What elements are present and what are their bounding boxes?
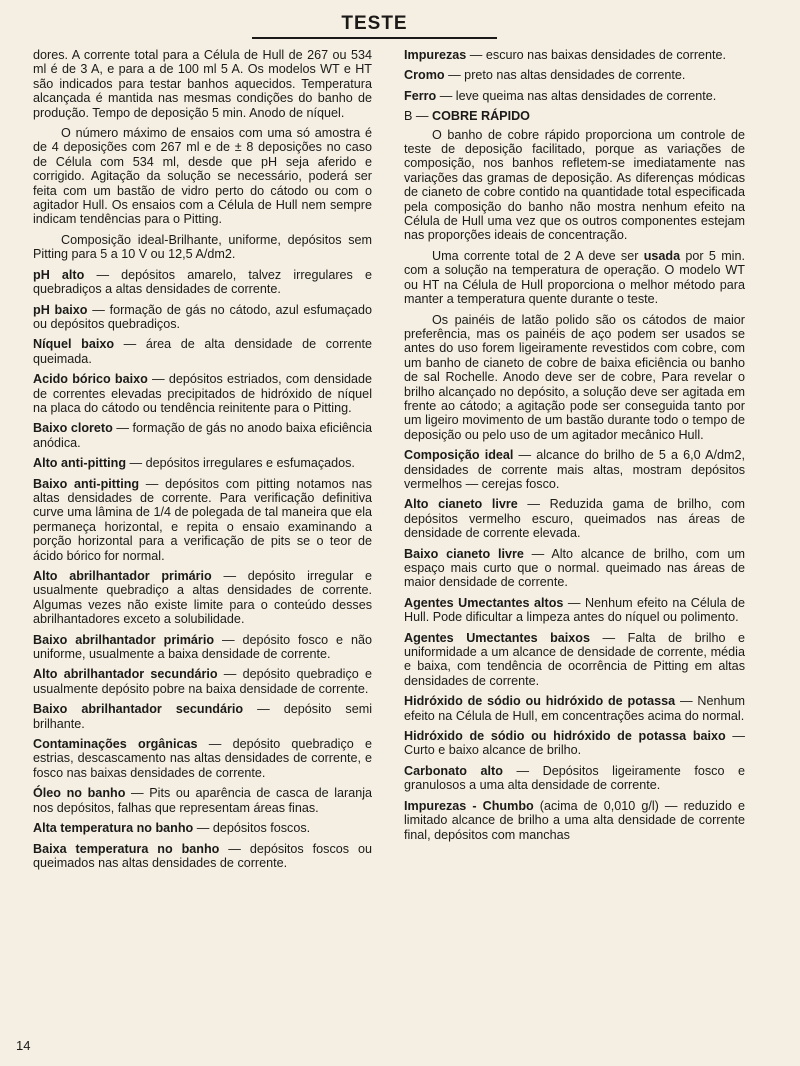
definition-entry bbox=[404, 596, 745, 625]
definition-text: — depósitos estriados, com densidade de correntes elevadas precipitados de hidróxido de níquel na placa do cátodo ou tendência reinitente para o Pitting. bbox=[33, 372, 373, 415]
definition-term: Alta temperatura no banho bbox=[33, 821, 194, 836]
definition-text: — escuro nas baixas densidades de corrente. bbox=[466, 48, 727, 62]
definition-entry bbox=[404, 764, 745, 793]
definition-text: — Alto alcance de brilho, com um espaço mais curto que o normal. queimado nas áreas de maior densidade de corrente. bbox=[404, 546, 745, 590]
paragraph: O número máximo de ensaios com uma só amostra é de 4 deposições com 267 ml e de ± 8 deposições no caso de Célula com 534 ml, desde que pH seja aferido e corrigido. Agitação da solução se necessário, poderá ser feita com um bastão de vidro perto do cátodo ou com o agitador Hull. Os ensaios com a Célula de Hull nem sempre indicam tendências para o Pitting. bbox=[33, 126, 372, 227]
definition-term: pH alto bbox=[33, 267, 85, 282]
definition-term: Cromo bbox=[404, 68, 445, 83]
definition-term: Agentes Umectantes altos bbox=[404, 595, 564, 610]
definition-text: (acima de 0,010 g/l) — reduzido e limitado alcance de brilho a uma alta densidade de corrente final, depósitos com manchas bbox=[404, 798, 745, 842]
definition-term: pH baixo bbox=[33, 302, 88, 317]
definition-text: — alcance do brilho de 5 a 6,0 A/dm2, densidades de corrente mais altas, mostram depósitos vermelhos — cerejas fosco. bbox=[404, 448, 746, 491]
definition-entry bbox=[33, 456, 372, 470]
section-title: COBRE RÁPIDO bbox=[432, 109, 530, 124]
definition-term: Baixo abrilhantador secundário bbox=[33, 702, 244, 717]
definition-term: Contaminações orgânicas bbox=[33, 737, 198, 752]
emphasis-term: usada bbox=[643, 248, 681, 263]
definition-text: — Pits ou aparência de casca de laranja nos depósitos, falhas que representam áreas finas. bbox=[33, 786, 373, 815]
definition-entry bbox=[33, 421, 372, 450]
definition-entry bbox=[404, 729, 745, 758]
definition-entry bbox=[404, 497, 745, 540]
definition-text: — formação de gás no anodo baixa eficiência anódica. bbox=[33, 421, 372, 450]
definition-entry bbox=[33, 633, 372, 662]
definition-entry bbox=[404, 694, 745, 723]
definition-entry bbox=[33, 737, 372, 780]
definition-term: Óleo no banho bbox=[33, 786, 126, 801]
definition-entry bbox=[33, 667, 372, 696]
header-rule bbox=[252, 37, 497, 39]
paragraph bbox=[404, 249, 745, 307]
definition-term: Níquel baixo bbox=[33, 337, 115, 352]
definition-text: — depósitos com pitting notamos nas altas densidades de corrente. Para verificação definitiva curve uma lâmina de 1/4 de polegada de tal maneira que ela permaneça horizontal, e repita o ensaio examinando a porção horizontal para a verificação de pits se o teor de ácido bórico for normal. bbox=[33, 476, 372, 563]
definition-entry bbox=[404, 89, 745, 103]
definition-term: Alto anti-pitting bbox=[33, 456, 127, 471]
definition-text: — Reduzida gama de brilho, com depósitos vermelho escuro, queimados nas áreas de densidade de corrente elevada. bbox=[404, 497, 745, 541]
definition-text: — preto nas altas densidades de corrente. bbox=[444, 68, 686, 83]
definition-text: — área de alta densidade de corrente queimada. bbox=[33, 337, 373, 366]
definition-text: — depósitos irregulares e esfumaçados. bbox=[126, 456, 355, 471]
section-heading bbox=[404, 109, 745, 123]
definition-term: Alto abrilhantador secundário bbox=[33, 667, 218, 682]
definition-entry bbox=[33, 372, 372, 415]
definition-term: Impurezas bbox=[404, 48, 467, 62]
definition-term: Ferro bbox=[404, 88, 437, 103]
paragraph: Composição ideal-Brilhante, uniforme, depósitos sem Pitting para 5 a 10 V ou 12,5 A/dm2. bbox=[33, 232, 372, 262]
page-title: TESTE bbox=[341, 13, 408, 34]
definition-text: — depósito irregular e usualmente quebradiço a altas densidades de corrente. Algumas vezes não existe limite para o conteúdo desses abrilhantadores exceto a solubilidade. bbox=[33, 569, 372, 627]
definition-term: Baixo anti-pitting bbox=[33, 476, 140, 491]
definition-text: — depósitos amarelo, talvez irregulares e quebradiços a altas densidades de corrente. bbox=[33, 267, 372, 297]
definition-term: Composição ideal bbox=[404, 448, 514, 463]
paragraph-text: Uma corrente total de 2 A deve ser bbox=[432, 248, 644, 263]
definition-term: Baixo cloreto bbox=[33, 421, 113, 436]
right-column bbox=[404, 48, 745, 848]
paragraph: dores. A corrente total para a Célula de Hull de 267 ou 534 ml é de 3 A, e para a de 100 ml 5 A. Os modelos WT e HT são indicados para testar banhos aquecidos. Temperatura alcançada é mantida nas mesmas condições do banho de produção. Tempo de deposição 5 min. Anodo de níquel. bbox=[33, 48, 372, 120]
definition-entry bbox=[33, 477, 372, 563]
definition-text: — Falta de brilho e uniformidade a um alcance de densidade de corrente, média e baixa, com tendência de ocorrência de Pitting em altas densidades de corrente. bbox=[404, 630, 745, 688]
definition-entry bbox=[404, 799, 745, 842]
definition-term: Hidróxido de sódio ou hidróxido de potassa baixo bbox=[404, 729, 726, 744]
definition-term: Baixa temperatura no banho bbox=[33, 841, 220, 856]
definition-entry bbox=[33, 702, 372, 731]
definition-entry bbox=[33, 268, 372, 297]
definition-term: Acido bórico baixo bbox=[33, 372, 148, 387]
definition-entry bbox=[404, 48, 745, 62]
definition-term: Baixo abrilhantador primário bbox=[33, 632, 215, 647]
paragraph: Os painéis de latão polido são os cátodos de maior preferência, mas os painéis de aço podem ser usados se antes do uso forem ligeiramente revestidos com cobre, com um banho de cianeto de cobre de baixa eficiência ou banho de sal Rochelle. Anodo deve ser de cobre, Para revelar o brilho alcançado no depósito, a solução deve ser agitada em frente ao cátodo; a agitação pode ser conseguida tanto por um ligeiro movimento de um bastão durante todo o tempo de deposição ou pelo uso de um agitador mecânico Hull. bbox=[404, 312, 745, 442]
definition-text: — Nenhum efeito na Célula de Hull. Pode dificultar a limpeza antes do níquel ou polimento. bbox=[404, 595, 745, 625]
definition-text: — depósito fosco e não uniforme, usualmente a baixa densidade de corrente. bbox=[33, 632, 372, 662]
definition-entry bbox=[404, 448, 745, 491]
definition-term: Impurezas - Chumbo bbox=[404, 798, 534, 813]
definition-entry bbox=[33, 821, 372, 835]
definition-entry bbox=[404, 631, 745, 689]
definition-entry bbox=[33, 337, 372, 366]
definition-text: — depósito quebradiço e estrias, descascamento nas altas densidades de corrente, e fosco nas baixas densidades de corrente. bbox=[33, 737, 372, 780]
definition-text: — Depósitos ligeiramente fosco e granulosos a uma alta densidade de corrente. bbox=[404, 763, 746, 793]
definition-term: Alto cianeto livre bbox=[404, 497, 518, 512]
definition-term: Alto abrilhantador primário bbox=[33, 569, 212, 583]
paragraph: O banho de cobre rápido proporciona um controle de teste de deposição facilitado, porque as variações de composição, nos banhos refletem-se imediatamente nas variações das gramas de deposição. As diferenças módicas de cianeto de cobre contido na quantidade total especificada pela composição do banho não mostra nenhum efeito na Célula de Hull uma vez que os outros componentes estejam nas proporções ideais de concentração. bbox=[404, 127, 745, 243]
definition-term: Baixo cianeto livre bbox=[404, 546, 524, 561]
definition-entry bbox=[33, 786, 372, 815]
section-prefix: B — bbox=[404, 109, 432, 124]
definition-term: Agentes Umectantes baixos bbox=[404, 630, 591, 645]
definition-entry bbox=[33, 303, 372, 332]
definition-text: — leve queima nas altas densidades de corrente. bbox=[436, 88, 717, 103]
definition-text: — depósitos foscos ou queimados nas altas densidades de corrente. bbox=[33, 841, 372, 870]
definition-text: — depósitos foscos. bbox=[193, 821, 311, 836]
definition-entry bbox=[404, 547, 745, 590]
definition-term: Hidróxido de sódio ou hidróxido de potassa bbox=[404, 694, 676, 709]
definition-entry bbox=[33, 569, 372, 627]
definition-term: Carbonato alto bbox=[404, 763, 503, 778]
definition-entry bbox=[33, 842, 372, 871]
paragraph-text: por 5 min. com a solução na temperatura de operação. O modelo WT ou HT na Célula de Hull proporciona o melhor método para manter a temperatura quente durante o teste. bbox=[404, 248, 745, 307]
definition-text: — formação de gás no cátodo, azul esfumaçado ou depósitos quebradiços. bbox=[33, 302, 372, 331]
definition-text: — Nenhum efeito na Célula de Hull, em concentrações acima do normal. bbox=[404, 694, 745, 723]
definition-entry bbox=[404, 68, 745, 82]
definition-text: — Curto e baixo alcance de brilho. bbox=[404, 729, 746, 758]
definition-text: — depósito semi brilhante. bbox=[33, 702, 373, 731]
left-column bbox=[33, 48, 372, 876]
page-number: 14 bbox=[16, 1038, 31, 1053]
definition-text: — depósito quebradiço e usualmente depósito pobre na baixa densidade de corrente. bbox=[33, 667, 372, 696]
